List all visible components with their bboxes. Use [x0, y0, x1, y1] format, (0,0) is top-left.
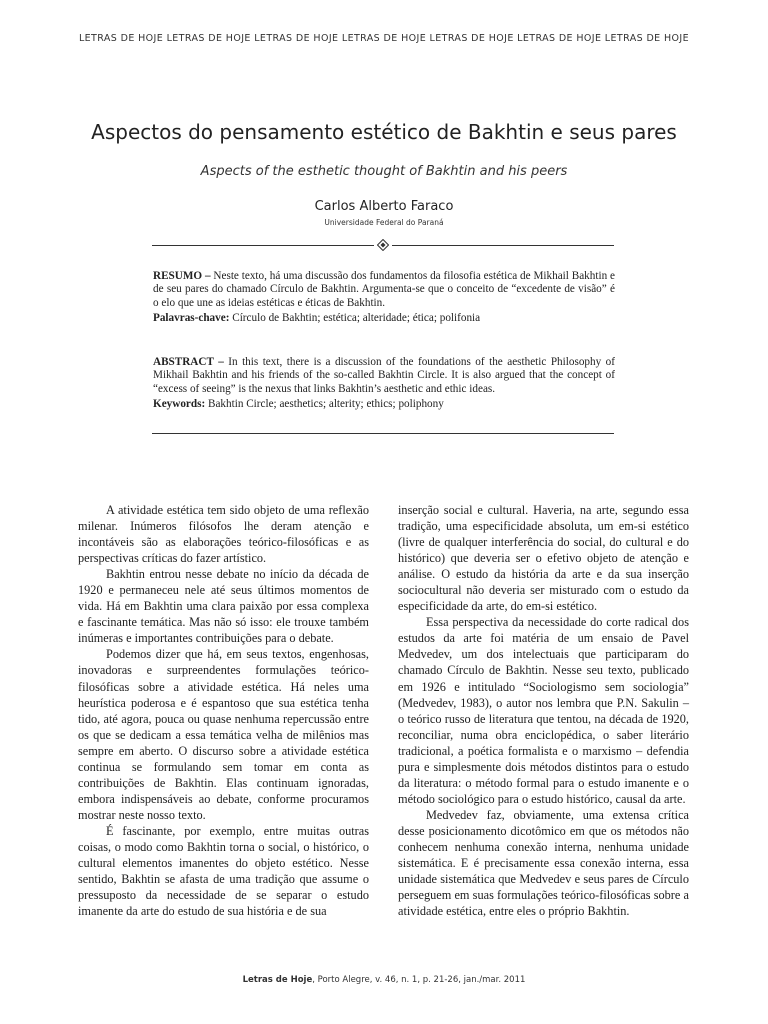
abstract-bottom-rule [152, 433, 614, 434]
abstract-paragraph [153, 356, 615, 396]
abstract-label: ABSTRACT – [153, 356, 224, 368]
body-paragraph: A atividade estética tem sido objeto de uma reflexão milenar. Inúmeros filósofos lhe deram atenção e incontáveis são as elaborações teórico-filosóficas e as perspectivas críticas do fazer artístico. [78, 503, 369, 566]
running-head: LETRAS DE HOJE LETRAS DE HOJE LETRAS DE HOJE LETRAS DE HOJE LETRAS DE HOJE LETRAS DE HOJE LETRAS DE HOJE [78, 33, 690, 44]
ornament-divider [152, 239, 614, 251]
body-column-right [398, 502, 689, 919]
divider-line-right [392, 245, 614, 246]
article-title: Aspectos do pensamento estético de Bakhtin e seus pares [91, 120, 677, 144]
body-paragraph: Medvedev faz, obviamente, uma extensa crítica desse posicionamento dicotômico em que os métodos não conhecem nenhuma conexão interna, nenhuma unidade sistemática. E é precisamente essa conexão interna, essa unidade sistemática que Medvedev e seus pares de Círculo perseguem em suas formulações teórico-filosóficas sobre a atividade estética, entre eles o próprio Bakhtin. [398, 807, 689, 919]
page-footer [0, 975, 768, 985]
body-paragraph: Bakhtin entrou nesse debate no início da década de 1920 e permaneceu nele até seus últimos momentos de vida. Há em Bakhtin uma clara paixão por essa complexa e fascinante temática. Mas não só isso: ele trouxe também inúmeras e importantes contribuições para o debate. [78, 567, 369, 646]
body-paragraph: inserção social e cultural. Haveria, na arte, segundo essa tradição, uma especificidade absoluta, um em-si estético (livre de qualquer interferência do social, do cultural e do histórico) que deveria ser o efetivo objeto de atenção e análise. O estudo da história da arte e da sua inserção sociocultural não deveria ser misturado com o estudo da especificidade da arte, do em-si estético. [398, 503, 689, 614]
body-paragraph: É fascinante, por exemplo, entre muitas outras coisas, o modo como Bakhtin torna o social, o histórico, o cultural elementos imanentes do objeto estético. Nesse sentido, Bakhtin se afasta de uma tradição que assume o pressuposto da necessidade de se separar o estudo imanente da arte do estudo de sua história e de sua [78, 823, 369, 919]
keywords-label: Keywords: [153, 398, 206, 411]
divider-line-left [152, 245, 374, 246]
diamond-ornament-icon [377, 239, 389, 251]
resumo-block [153, 270, 615, 326]
resumo-label: RESUMO – [153, 270, 211, 282]
resumo-text: Neste texto, há uma discussão dos fundamentos da filosofia estética de Mikhail Bakhtin e de seu pares do chamado Círculo de Bakhtin. Argumenta-se que o conceito de “excedente de visão” é o elo que une as ideias estéticas e éticas de Bakhtin. [153, 270, 615, 309]
footer-citation: , Porto Alegre, v. 46, n. 1, p. 21-26, jan./mar. 2011 [312, 975, 526, 985]
abstract-text: In this text, there is a discussion of the foundations of the aesthetic Philosophy of Mikhail Bakhtin and his friends of the so-called Bakhtin Circle. It is also argued that the concept of “excess of seeing” is the nexus that links Bakhtin’s aesthetic and ethic ideas. [153, 356, 615, 395]
body-paragraph: Essa perspectiva da necessidade do corte radical dos estudos da arte foi matéria de um ensaio de Pavel Medvedev, um dos intelectuais que participaram do chamado Círculo de Bakhtin. Nesse seu texto, publicado em 1926 e intitulado “Sociologismo sem sociologia” (Medvedev, 1983), o autor nos lembra que P.N. Sakulin – o teórico russo de literatura que tentou, na década de 1920, reconciliar, numa obra enciclopédica, o saber literário tradicional, a poética formalista e o marxismo – defendia pura e simplesmente dois métodos distintos para o estudo da literatura: o método formal para o estudo imanente e o método sociológico para o estudo histórico, causal da arte. [398, 615, 689, 806]
keywords-line [153, 398, 615, 411]
body-paragraph: Podemos dizer que há, em seus textos, engenhosas, inovadoras e surpreendentes formulações teórico-filosóficas sobre a atividade estética. Há neles uma heurística poderosa e é espantoso que sua estética tenha tido, até agora, pouca ou quase nenhuma repercussão entre os que se dedicam a essa temática velha de milênios mas sempre em aberto. O discurso sobre a atividade estética continua se formulando sem tomar em conta as contribuições de Bakhtin. Elas continuam ignoradas, embora indispensáveis ao debate, conforme procuramos mostrar neste nosso texto. [78, 647, 369, 822]
author-affiliation: Universidade Federal do Paraná [324, 218, 444, 227]
author-name: Carlos Alberto Faraco [314, 199, 454, 214]
body-column-left [78, 502, 369, 919]
palavras-chave-text: Círculo de Bakhtin; estética; alteridade; ética; polifonia [229, 312, 481, 325]
abstract-block [153, 356, 615, 412]
article-subtitle: Aspects of the esthetic thought of Bakhtin and his peers [200, 164, 568, 179]
keywords-text: Bakhtin Circle; aesthetics; alterity; ethics; poliphony [205, 398, 444, 411]
palavras-chave-line [153, 312, 615, 325]
footer-journal: Letras de Hoje [242, 975, 313, 985]
palavras-chave-label: Palavras-chave: [153, 312, 230, 325]
resumo-paragraph [153, 270, 615, 310]
